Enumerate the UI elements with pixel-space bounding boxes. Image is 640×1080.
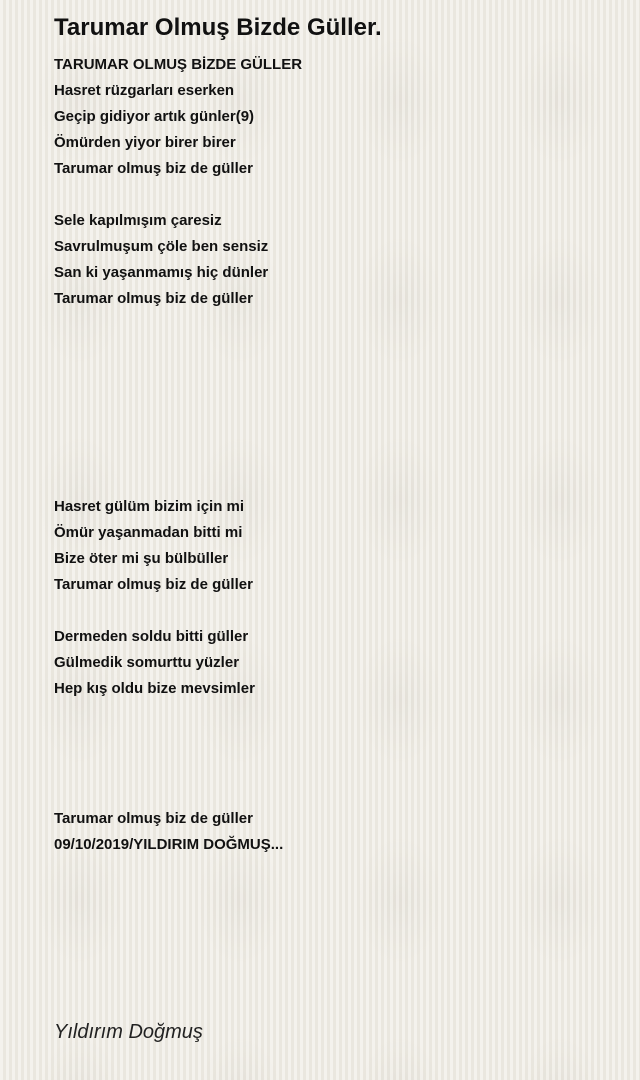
- stanza-gap: [54, 182, 614, 208]
- stanza-gap: [54, 312, 614, 338]
- poem-line: Hasret gülüm bizim için mi: [54, 498, 245, 515]
- stanza-gap: [54, 754, 614, 780]
- poem-line: Tarumar olmuş biz de güller: [54, 290, 253, 307]
- poem-line: Gülmedik somurttu yüzler: [54, 654, 240, 671]
- poem-line: Hep kış oldu bize mevsimler: [54, 680, 255, 697]
- poem-line: Dermeden soldu bitti güller: [54, 628, 249, 645]
- poem-line: Bize öter mi şu bülbüller: [54, 550, 229, 567]
- poem-line: Geçip gidiyor artık günler(9): [54, 108, 255, 125]
- poem-line: San ki yaşanmamış hiç dünler: [54, 264, 269, 281]
- poem-line: Tarumar olmuş biz de güller: [54, 810, 253, 827]
- poem-body: [54, 52, 614, 858]
- poem-line: Ömür yaşanmadan bitti mi: [54, 524, 243, 541]
- stanza-gap: [54, 598, 614, 624]
- author-name: Yıldırım Doğmuş: [54, 1021, 203, 1043]
- poem-line: Ömürden yiyor birer birer: [54, 134, 236, 151]
- stanza-gap: [54, 364, 614, 390]
- stanza-gap: [54, 442, 614, 468]
- poem-line: Tarumar olmuş biz de güller: [54, 160, 253, 177]
- poem-line: Tarumar olmuş biz de güller: [54, 576, 253, 593]
- poem-line: Sele kapılmışım çaresiz: [54, 212, 222, 229]
- stanza-gap: [54, 338, 614, 364]
- stanza-gap: [54, 468, 614, 494]
- poem-line: Hasret rüzgarları eserken: [54, 82, 235, 99]
- poem-date-signature: 09/10/2019/YILDIRIM DOĞMUŞ...: [54, 836, 284, 853]
- stanza-gap: [54, 702, 614, 728]
- poem-title: Tarumar Olmuş Bizde Güller.: [54, 14, 382, 41]
- stanza-gap: [54, 728, 614, 754]
- stanza-gap: [54, 390, 614, 416]
- poem-heading: TARUMAR OLMUŞ BİZDE GÜLLER: [54, 56, 303, 73]
- stanza-gap: [54, 780, 614, 806]
- stanza-gap: [54, 416, 614, 442]
- poem-line: Savrulmuşum çöle ben sensiz: [54, 238, 269, 255]
